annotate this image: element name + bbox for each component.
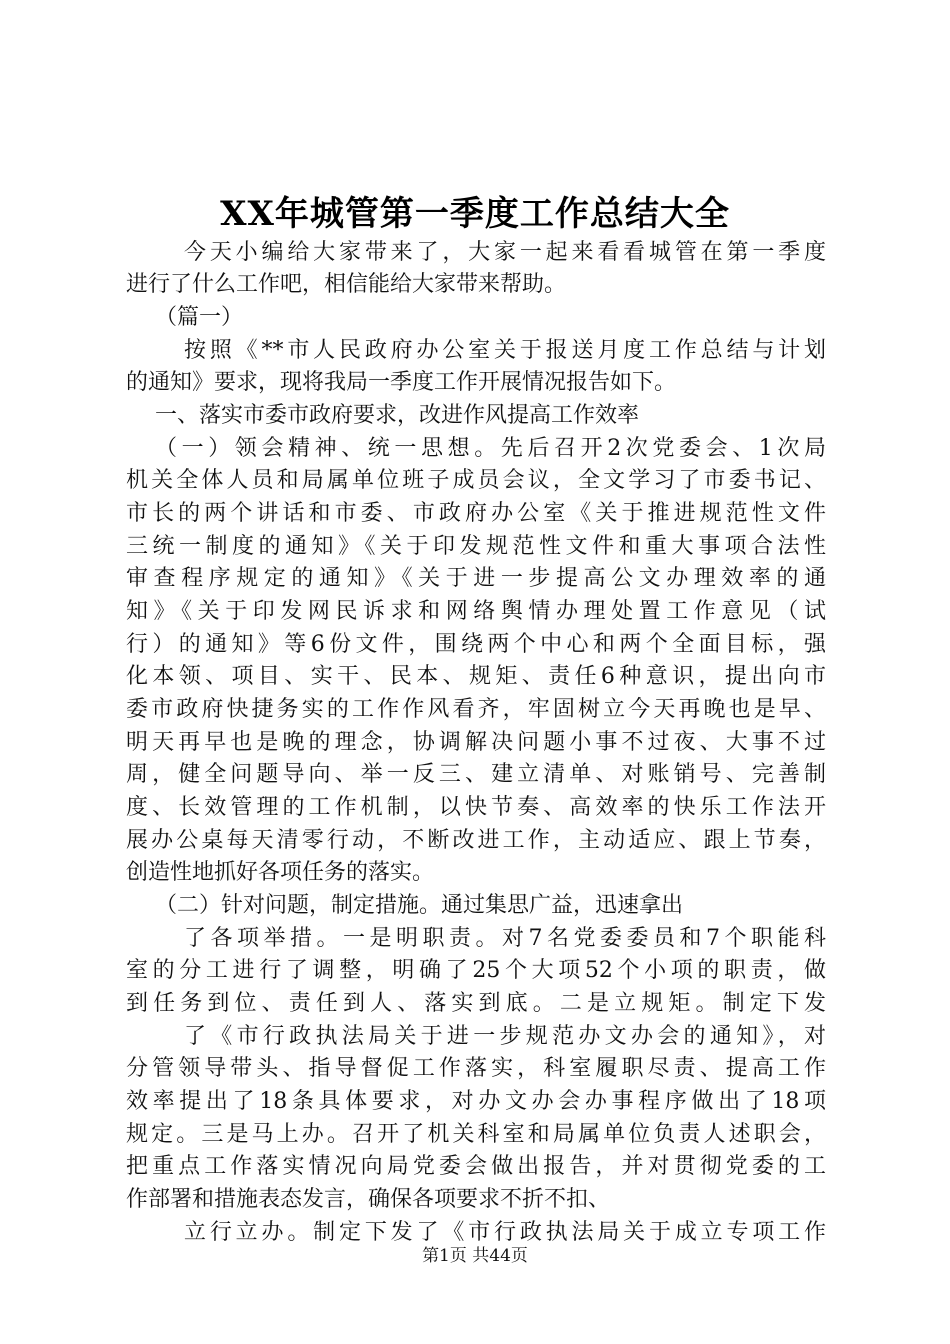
section-heading: 一、落实市委市政府要求，改进作风提高工作效率 xyxy=(155,403,640,428)
paragraph-line: 周，健全问题导向、举一反三、建立清单、对账销号、完善制 xyxy=(126,762,826,787)
paragraph-line: 把重点工作落实情况向局党委会做出报告，并对贯彻党委的工 xyxy=(126,1154,826,1179)
paragraph-line: （篇一） xyxy=(155,305,244,330)
paragraph-line: 三统一制度的通知》《关于印发规范性文件和重大事项合法性 xyxy=(126,534,826,559)
paragraph-line: 创造性地抓好各项任务的落实。 xyxy=(126,860,435,885)
paragraph-line: 明天再早也是晚的理念，协调解决问题小事不过夜、大事不过 xyxy=(126,730,826,755)
document-title: XX年城管第一季度工作总结大全 xyxy=(220,194,730,234)
paragraph-line: 效率提出了18条具体要求，对办文办会办事程序做出了18项 xyxy=(126,1089,826,1114)
paragraph-line: 按照《**市人民政府办公室关于报送月度工作总结与计划 xyxy=(184,338,826,363)
page-number-footer: 第1页 共44页 xyxy=(422,1246,528,1266)
paragraph-line: 了《市行政执法局关于进一步规范办文办会的通知》，对 xyxy=(184,1024,826,1049)
paragraph-line: 市长的两个讲话和市委、市政府办公室《关于推进规范性文件 xyxy=(126,501,826,526)
paragraph-line: 规定。三是马上办。召开了机关科室和局属单位负责人述职会， xyxy=(126,1122,826,1147)
paragraph-line: 行）的通知》等6份文件，围绕两个中心和两个全面目标，强 xyxy=(126,632,826,657)
paragraph-line: 分管领导带头、指导督促工作落实，科室履职尽责、提高工作 xyxy=(126,1056,826,1081)
paragraph-line: 室的分工进行了调整，明确了25个大项52个小项的职责，做 xyxy=(126,958,826,983)
paragraph-line: 委市政府快捷务实的工作作风看齐，牢固树立今天再晚也是早、 xyxy=(126,697,826,722)
paragraph-line: 到任务到位、责任到人、落实到底。二是立规矩。制定下发 xyxy=(126,991,826,1016)
paragraph-line: 了各项举措。一是明职责。对7名党委委员和7个职能科 xyxy=(184,926,826,951)
paragraph-line: （一）领会精神、统一思想。先后召开2次党委会、1次局 xyxy=(155,436,826,461)
paragraph-line: 立行立办。制定下发了《市行政执法局关于成立专项工作 xyxy=(184,1220,826,1245)
paragraph-line: 的通知》要求，现将我局一季度工作开展情况报告如下。 xyxy=(126,370,677,395)
paragraph-line: 知》《关于印发网民诉求和网络舆情办理处置工作意见（试 xyxy=(126,599,826,624)
paragraph-line: 今天小编给大家带来了，大家一起来看看城管在第一季度 xyxy=(184,240,826,265)
paragraph-line: 度、长效管理的工作机制，以快节奏、高效率的快乐工作法开 xyxy=(126,795,826,820)
paragraph-line: 化本领、项目、实干、民本、规矩、责任6种意识，提出向市 xyxy=(126,664,826,689)
paragraph-line: 展办公桌每天清零行动，不断改进工作，主动适应、跟上节奏， xyxy=(126,828,826,853)
paragraph-line: 作部署和措施表态发言，确保各项要求不折不扣、 xyxy=(126,1187,611,1212)
paragraph-line: 审查程序规定的通知》《关于进一步提高公文办理效率的通 xyxy=(126,566,826,591)
paragraph-line: （二）针对问题，制定措施。通过集思广益，迅速拿出 xyxy=(155,893,684,918)
paragraph-line: 机关全体人员和局属单位班子成员会议，全文学习了市委书记、 xyxy=(126,468,826,493)
paragraph-line: 进行了什么工作吧，相信能给大家带来帮助。 xyxy=(126,272,567,297)
